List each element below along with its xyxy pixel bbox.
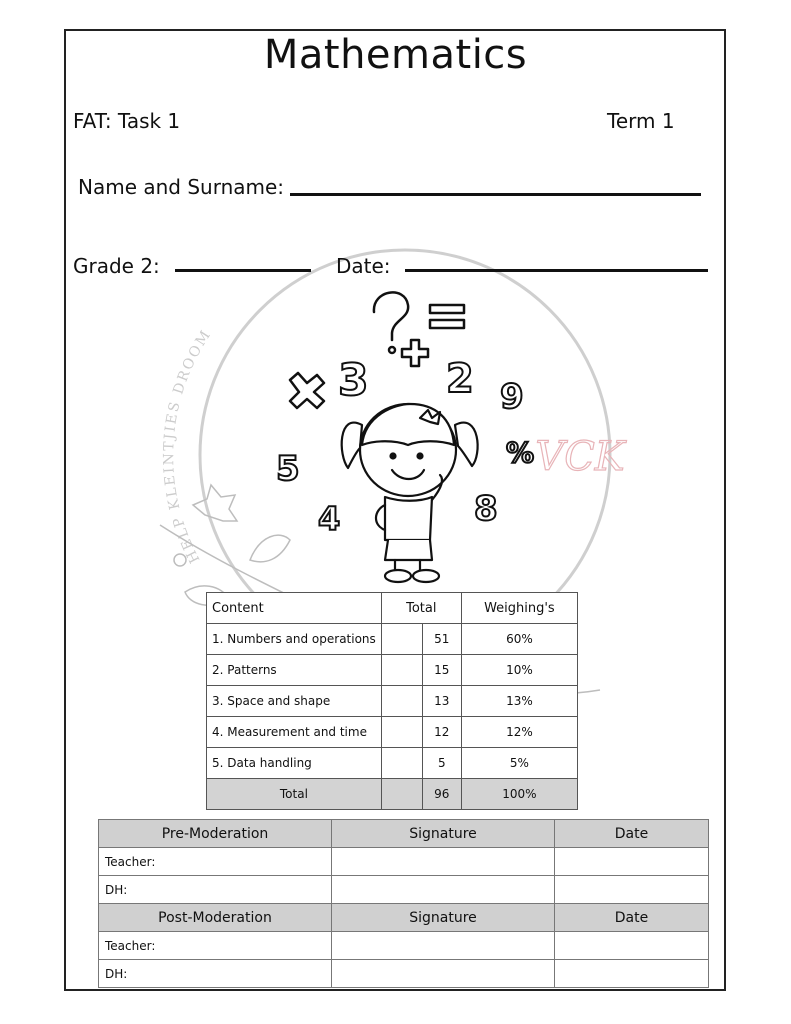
row-weighting: 13%	[461, 686, 577, 717]
equals-symbol	[430, 305, 464, 328]
table-row	[207, 655, 578, 686]
row-content: 4. Measurement and time	[207, 717, 382, 748]
role-label: DH:	[99, 960, 332, 988]
header-content: Content	[207, 593, 382, 624]
row-content: 1. Numbers and operations	[207, 624, 382, 655]
row-spacer	[381, 779, 422, 810]
digit-8: 8	[474, 489, 498, 529]
row-spacer	[381, 655, 422, 686]
row-content: 3. Space and shape	[207, 686, 382, 717]
times-symbol	[290, 373, 324, 408]
date-cell[interactable]	[555, 876, 709, 904]
signature-cell[interactable]	[332, 848, 555, 876]
digit-5: 5	[276, 449, 300, 489]
grade-label: Grade 2:	[73, 254, 160, 278]
row-spacer	[381, 686, 422, 717]
content-weighting-table	[206, 592, 578, 810]
row-weighting: 12%	[461, 717, 577, 748]
percent-symbol: %	[506, 436, 535, 469]
row-total: 5	[422, 748, 461, 779]
total-weighting: 100%	[461, 779, 577, 810]
role-label: Teacher:	[99, 848, 332, 876]
plus-symbol	[402, 340, 428, 366]
post-moderation-header: Post-Moderation	[99, 904, 332, 932]
header-total: Total	[381, 593, 461, 624]
name-label: Name and Surname:	[78, 175, 285, 199]
row-weighting: 10%	[461, 655, 577, 686]
row-weighting: 60%	[461, 624, 577, 655]
date-label: Date:	[336, 254, 391, 278]
content-table-header	[207, 593, 578, 624]
total-label: Total	[207, 779, 382, 810]
table-row	[207, 748, 578, 779]
row-content: 5. Data handling	[207, 748, 382, 779]
row-total: 12	[422, 717, 461, 748]
signature-cell[interactable]	[332, 960, 555, 988]
table-row	[207, 686, 578, 717]
table-row	[99, 932, 709, 960]
pre-moderation-header-row	[99, 820, 709, 848]
role-label: Teacher:	[99, 932, 332, 960]
pre-moderation-header: Pre-Moderation	[99, 820, 332, 848]
row-spacer	[381, 748, 422, 779]
digit-2: 2	[446, 356, 474, 402]
row-total: 13	[422, 686, 461, 717]
girl-figure	[342, 404, 478, 582]
moderation-table	[98, 819, 709, 988]
date-cell[interactable]	[555, 932, 709, 960]
watermark-circle-text: HELP KLEINTJIES DROOM	[161, 326, 215, 566]
name-input-line[interactable]	[290, 193, 701, 196]
row-weighting: 5%	[461, 748, 577, 779]
row-spacer	[381, 624, 422, 655]
header-weighting: Weighing's	[461, 593, 577, 624]
task-label: FAT: Task 1	[73, 109, 181, 133]
date-cell[interactable]	[555, 848, 709, 876]
table-row	[207, 717, 578, 748]
row-total: 15	[422, 655, 461, 686]
page-title: Mathematics	[263, 32, 528, 78]
date-header: Date	[555, 904, 709, 932]
date-cell[interactable]	[555, 960, 709, 988]
table-row	[99, 876, 709, 904]
signature-cell[interactable]	[332, 932, 555, 960]
digit-4: 4	[318, 500, 341, 538]
table-row	[207, 624, 578, 655]
row-spacer	[381, 717, 422, 748]
table-row	[99, 848, 709, 876]
row-content: 2. Patterns	[207, 655, 382, 686]
question-mark-symbol	[374, 292, 408, 353]
signature-header: Signature	[332, 904, 555, 932]
watermark-script-text: VCK	[535, 434, 625, 480]
term-label: Term 1	[607, 109, 675, 133]
grade-input-line[interactable]	[175, 269, 311, 272]
digit-9: 9	[500, 377, 524, 417]
date-header: Date	[555, 820, 709, 848]
signature-header: Signature	[332, 820, 555, 848]
table-row	[99, 960, 709, 988]
digit-3: 3	[338, 355, 369, 406]
role-label: DH:	[99, 876, 332, 904]
row-total: 51	[422, 624, 461, 655]
post-moderation-header-row	[99, 904, 709, 932]
total-row	[207, 779, 578, 810]
total-value: 96	[422, 779, 461, 810]
signature-cell[interactable]	[332, 876, 555, 904]
date-input-line[interactable]	[405, 269, 708, 272]
